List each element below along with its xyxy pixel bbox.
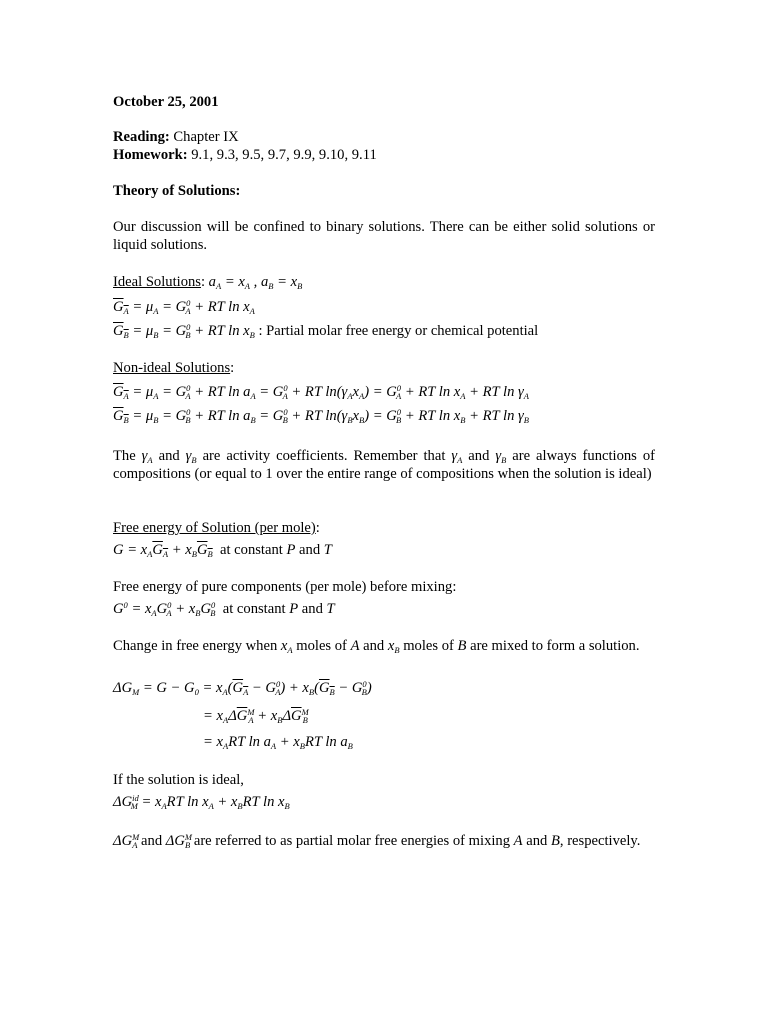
section-title: Theory of Solutions:: [113, 183, 241, 199]
equation: $\Delta G^{id}_M = x_ART$ $\ln x_A + x_BRT$ $\ln x_B$: [113, 793, 290, 811]
text: and: [359, 638, 388, 654]
equation: $G_B = \mu_B = G^0_B$ + RT $\ln a_B = G^0_B$ + RT $\ln(\gamma_Bx_B) = G^0_B$ + RT $\ln x_B$ + RT $\ln \gamma_B$: [113, 407, 529, 425]
intro-paragraph: Our discussion will be confined to binary solutions. There can be either solid solutions or liquid solutions.: [113, 219, 655, 253]
reading-value: Chapter IX: [169, 129, 239, 145]
temperature-symbol: T: [323, 542, 332, 558]
text: moles of: [399, 638, 458, 654]
text: are mixed to form a solution.: [466, 638, 640, 654]
text: and: [522, 833, 551, 849]
equation: $a_A = x_A$ , $a_B = x_B$: [208, 274, 303, 291]
date-heading: October 25, 2001: [113, 94, 219, 110]
equation: = $x_A\Delta\overline{G}^M_A + x_B\Delta\overline{G}^M_B$: [203, 707, 309, 725]
component-a: A: [513, 833, 523, 849]
text: The: [113, 448, 142, 464]
equation: $G_A = \mu_A = G^0_A$ + RT $\ln a_A = G^0_A$ + RT $\ln(\gamma_Ax_A) = G^0_A$ + RT $\ln x_A$ + RT $\ln \gamma_A$: [113, 383, 529, 401]
ideal-solutions-line: Ideal Solutions: $a_A = x_A$ , $a_B = x_B$: [113, 274, 303, 291]
equation: $\Delta G_M = G - G_0 = x_A(G_A - G^0_A) + x_B(G_B - G^0_B)$: [113, 679, 372, 697]
reading-line: [113, 128, 239, 146]
free-energy-solution-heading: Free energy of Solution (per mole): [113, 520, 316, 536]
text: moles of: [292, 638, 351, 654]
nonideal-heading: Non-ideal Solutions: [113, 360, 231, 376]
text: are activity coefficients. Remember that: [196, 448, 452, 464]
text: Change in free energy when: [113, 638, 281, 654]
text: and: [137, 833, 166, 849]
gamma-a: γ: [141, 448, 148, 464]
pressure-symbol: P: [289, 601, 299, 617]
text: and: [298, 601, 327, 617]
equation: = $x_ART$ $\ln a_A + x_BRT$ $\ln a_B$: [203, 734, 353, 751]
reading-label: Reading:: [113, 129, 170, 145]
gamma-b: γ: [185, 448, 192, 464]
equation: $G^0 = x_AG^0_A + x_BG^0_B$ at constant P and T: [113, 600, 335, 618]
text: and: [152, 448, 186, 464]
temperature-symbol: T: [326, 601, 335, 617]
pressure-symbol: P: [286, 542, 296, 558]
activity-paragraph: The $\gamma_A$ and $\gamma_B$ are activity coefficients. Remember that $\gamma_A$ and $\gamma_B$ are always functions of compositions (or equal to 1 over the entire range of compositions when the solution is ideal): [113, 448, 655, 482]
text: , respectively.: [559, 833, 641, 849]
homework-value: 9.1, 9.3, 9.5, 9.7, 9.9, 9.10, 9.11: [187, 147, 377, 163]
free-energy-solution-line: Free energy of Solution (per mole):: [113, 520, 320, 536]
closing-paragraph: $\Delta G^M_A$ and $\Delta G^M_B$ are referred to as partial molar free energies of mixing A and B, respectively.: [113, 832, 641, 850]
change-paragraph: Change in free energy when $x_A$ moles of A and $x_B$ moles of B are mixed to form a solution.: [113, 638, 640, 655]
text: are always functions of compositions (or equal to 1 over the entire range of compositions when the solution is ideal): [113, 448, 655, 482]
ideal-note: : Partial molar free energy or chemical potential: [254, 323, 539, 339]
homework-line: [113, 146, 377, 164]
equation: $G_B = \mu_B = G^0_B$ + RT $\ln x_B$ : Partial molar free energy or chemical potential: [113, 322, 539, 340]
text: and: [295, 542, 324, 558]
text: are referred to as partial molar free energies of mixing: [190, 833, 514, 849]
component-b: B: [550, 833, 560, 849]
text: at constant: [222, 601, 290, 617]
homework-label: Homework:: [113, 147, 188, 163]
ideal-case-heading: If the solution is ideal,: [113, 772, 244, 788]
equation: $G_A = \mu_A = G^0_A$ + RT $\ln x_A$: [113, 298, 255, 316]
text: and: [462, 448, 496, 464]
text: at constant: [220, 542, 287, 558]
nonideal-line: Non-ideal Solutions:: [113, 360, 235, 376]
ideal-solutions-heading: Ideal Solutions: [113, 274, 201, 290]
free-energy-pure-heading: Free energy of pure components (per mole) before mixing:: [113, 579, 457, 595]
equation: $G = x_AG_A + x_BG_B$ at constant P and T: [113, 542, 332, 559]
